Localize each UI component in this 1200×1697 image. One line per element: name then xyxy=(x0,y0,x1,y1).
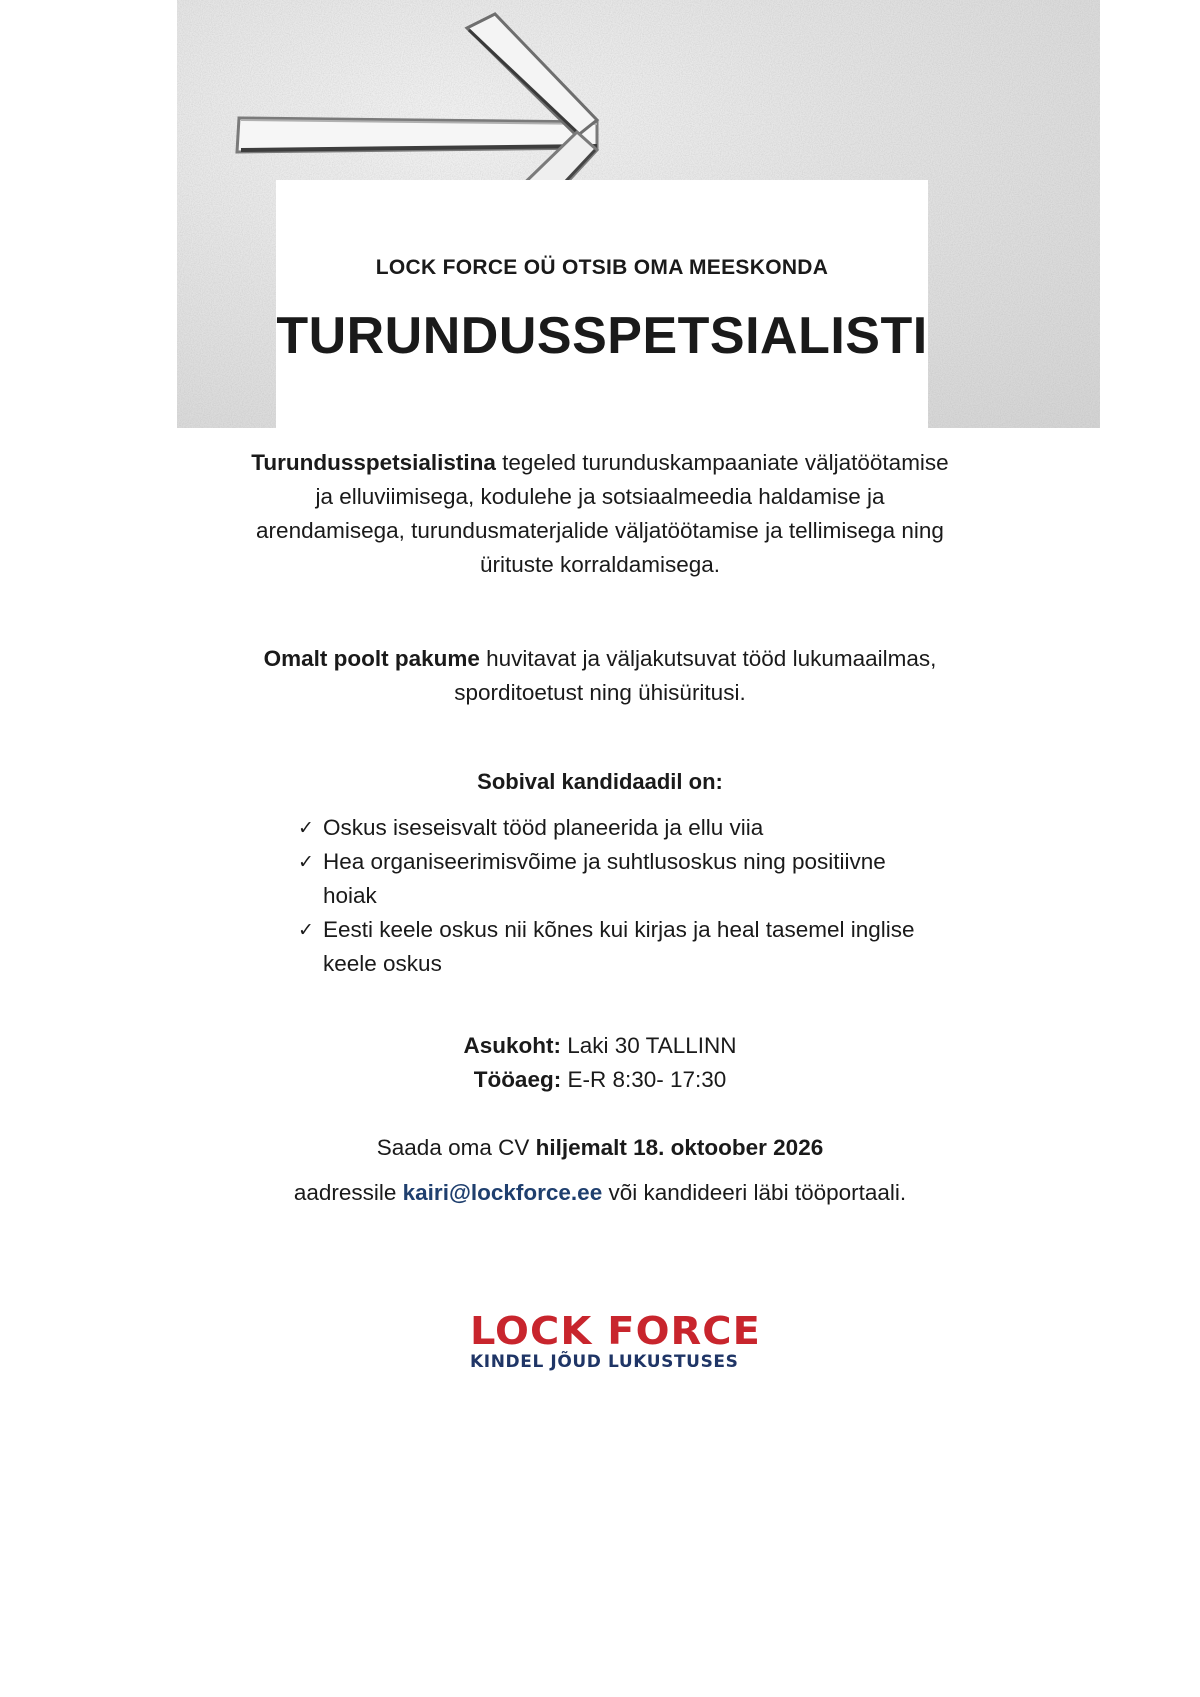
logo-tagline: KINDEL JÕUD LUKUSTUSES xyxy=(470,1352,739,1372)
offer-lead: Omalt poolt pakume xyxy=(263,646,480,671)
email-link[interactable]: kairi@lockforce.ee xyxy=(402,1180,603,1205)
hours-value: E-R 8:30- 17:30 xyxy=(561,1067,727,1092)
deadline-date: hiljemalt 18. oktoober 2026 xyxy=(535,1135,824,1160)
requirement-text: Hea organiseerimisvõime ja suhtlusoskus ning positiivne hoiak xyxy=(323,849,886,908)
requirement-text: Oskus iseseisvalt tööd planeerida ja ellu viia xyxy=(323,815,764,840)
address-suffix: või kandideeri läbi tööportaali. xyxy=(602,1180,907,1205)
page-subtitle: LOCK FORCE OÜ OTSIB OMA MEESKONDA xyxy=(375,256,829,279)
title-panel xyxy=(276,180,928,428)
checkmark-icon: ✓ xyxy=(298,817,314,839)
job-details xyxy=(240,1029,960,1097)
requirement-text: Eesti keele oskus nii kõnes kui kirjas ja heal tasemel inglise keele oskus xyxy=(323,917,915,976)
requirements-list xyxy=(298,811,938,981)
location-label: Asukoht: xyxy=(463,1033,561,1058)
deadline-prefix: Saada oma CV xyxy=(376,1135,536,1160)
location-value: Laki 30 TALLINN xyxy=(560,1033,737,1058)
checkmark-icon: ✓ xyxy=(298,851,314,873)
apply-address-line xyxy=(240,1176,960,1210)
deadline-line xyxy=(240,1131,960,1165)
location-line xyxy=(240,1029,960,1063)
offer-text: huvitavat ja väljakutsuvat tööd lukumaailmas, sporditoetust ning ühisüritusi. xyxy=(454,646,937,705)
page-title: TURUNDUSSPETSIALISTI xyxy=(276,307,928,365)
intro-text: tegeled turunduskampaaniate väljatöötamise ja elluviimisega, kodulehe ja sotsiaalmeedia haldamise ja arendamisega, turundusmaterjalide väljatöötamise ja tellimisega ning ürituste korraldamisega. xyxy=(256,450,949,577)
hours-label: Tööaeg: xyxy=(473,1067,562,1092)
list-item xyxy=(298,913,938,981)
list-item xyxy=(298,845,938,913)
checkmark-icon: ✓ xyxy=(298,919,314,941)
hours-line xyxy=(240,1063,960,1097)
intro-paragraph xyxy=(240,446,960,582)
address-prefix: aadressile xyxy=(293,1180,403,1205)
logo-name: LOCK FORCE xyxy=(470,1309,761,1353)
offer-paragraph xyxy=(240,642,960,710)
company-logo xyxy=(470,1309,761,1373)
intro-lead: Turundusspetsialistina xyxy=(251,450,496,475)
requirements-heading: Sobival kandidaadil on: xyxy=(477,769,723,794)
list-item xyxy=(298,811,938,845)
